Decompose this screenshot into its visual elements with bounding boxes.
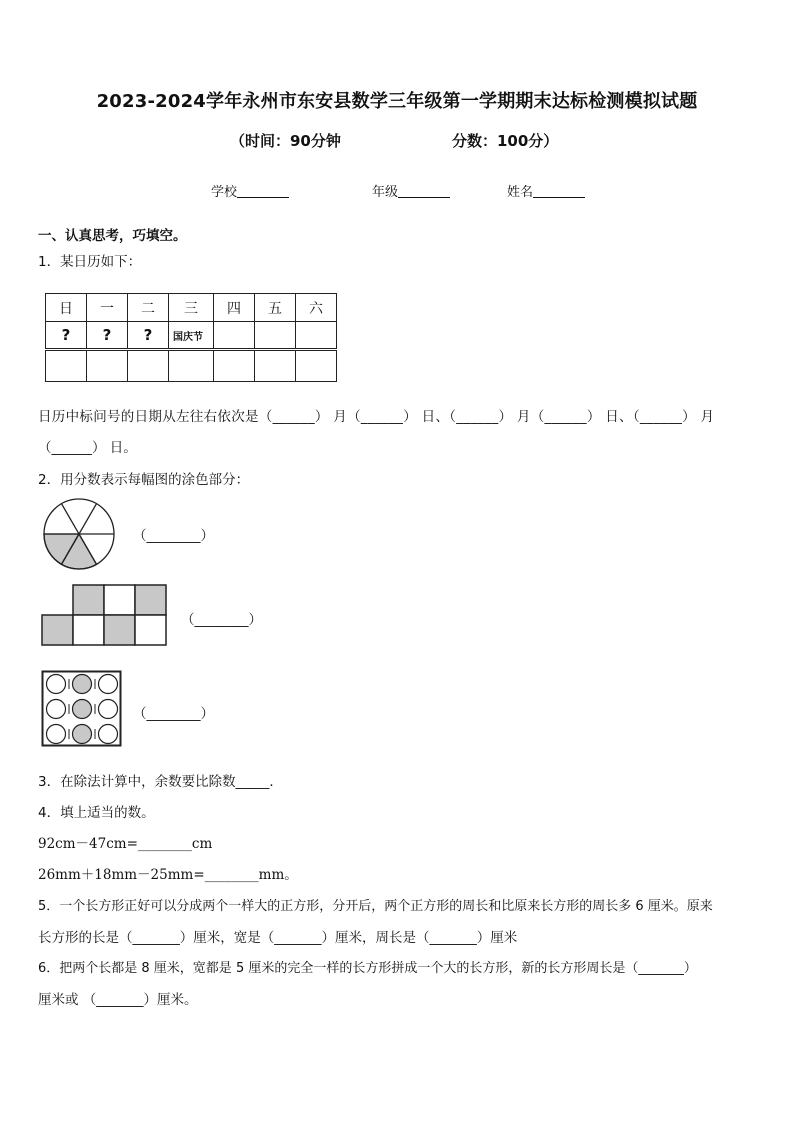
calendar-date-row — [46, 322, 337, 350]
section-heading: 一、认真思考，巧填空。 — [38, 228, 187, 244]
school-field[interactable] — [211, 181, 289, 200]
empty-cell — [214, 322, 255, 350]
grade-blank[interactable] — [398, 185, 450, 198]
circle — [99, 725, 118, 744]
circle — [47, 675, 66, 694]
empty-cell — [214, 350, 255, 382]
circle-figure — [38, 496, 122, 572]
empty-cell — [296, 350, 337, 382]
grade-label: 年级 — [372, 185, 399, 200]
q2-answer-circle[interactable]: （________） — [133, 528, 214, 544]
name-blank[interactable] — [533, 185, 585, 198]
shaded-square — [135, 585, 166, 615]
q5-line2: 长方形的长是（_______）厘米，宽是（_______）厘米，周长是（_______）厘米 — [38, 930, 518, 946]
shaded-square — [42, 615, 73, 645]
calendar-empty-row — [46, 350, 337, 382]
school-blank[interactable] — [237, 185, 289, 198]
circle — [99, 675, 118, 694]
shaded-circle — [73, 700, 92, 719]
empty-cell — [255, 322, 296, 350]
weekday-cell: 四 — [214, 294, 255, 322]
shaded-square — [104, 615, 135, 645]
weekday-cell: 日 — [46, 294, 87, 322]
square — [135, 615, 166, 645]
q4-line1: 92cm－47cm=________cm — [38, 836, 213, 852]
holiday-cell: 国庆节 — [169, 322, 214, 350]
weekday-cell: 二 — [128, 294, 169, 322]
empty-cell — [46, 350, 87, 382]
circle — [99, 700, 118, 719]
grade-field[interactable] — [372, 181, 450, 200]
question-mark-cell: ? — [46, 322, 87, 350]
q6-line1: 6．把两个长都是 8 厘米，宽都是 5 厘米的完全一样的长方形拼成一个大的长方形，新的长方形周长是（_______） — [38, 961, 697, 976]
weekday-cell: 三 — [169, 294, 214, 322]
q4-stem: 4．填上适当的数。 — [38, 805, 155, 821]
weekday-cell: 六 — [296, 294, 337, 322]
empty-cell — [169, 350, 214, 382]
question-mark-cell: ? — [87, 322, 128, 350]
grid-figure — [41, 584, 169, 646]
empty-cell — [296, 322, 337, 350]
q1-stem: 1．某日历如下： — [38, 254, 142, 270]
circle — [47, 700, 66, 719]
calendar-table — [45, 293, 337, 382]
name-label: 姓名 — [507, 185, 534, 200]
shaded-circle — [73, 725, 92, 744]
q2-answer-grid[interactable]: （________） — [181, 612, 262, 628]
q6-line2: 厘米或 （_______）厘米。 — [38, 992, 198, 1008]
q2-stem: 2．用分数表示每幅图的涂色部分： — [38, 472, 250, 488]
q5-line1: 5．一个长方形正好可以分成两个一样大的正方形，分开后，两个正方形的周长和比原来长方形的周长多 6 厘米。原来 — [38, 899, 713, 914]
shaded-square — [73, 585, 104, 615]
q3-text: 3．在除法计算中，余数要比除数_____． — [38, 774, 283, 790]
calendar-header-row — [46, 294, 337, 322]
square — [73, 615, 104, 645]
weekday-cell: 五 — [255, 294, 296, 322]
empty-cell — [128, 350, 169, 382]
weekday-cell: 一 — [87, 294, 128, 322]
empty-cell — [87, 350, 128, 382]
exam-score: 分数：100分） — [452, 132, 559, 150]
exam-title: 2023-2024学年永州市东安县数学三年级第一学期期末达标检测模拟试题 — [96, 91, 698, 112]
q4-line2: 26mm＋18mm－25mm=________mm。 — [38, 867, 298, 883]
shaded-circle — [73, 675, 92, 694]
question-mark-cell: ? — [128, 322, 169, 350]
circle — [47, 725, 66, 744]
dots-figure — [41, 670, 123, 748]
q2-answer-dots[interactable]: （________） — [133, 706, 214, 722]
name-field[interactable] — [507, 181, 585, 200]
q1-text-line2: （______） 日。 — [38, 440, 137, 456]
q1-text-line1: 日历中标问号的日期从左往右依次是（______） 月（______） 日、（______） 月（______） 日、（______） 月 — [38, 409, 715, 425]
square — [104, 585, 135, 615]
school-label: 学校 — [211, 185, 238, 200]
exam-time: （时间：90分钟 — [230, 132, 341, 150]
empty-cell — [255, 350, 296, 382]
